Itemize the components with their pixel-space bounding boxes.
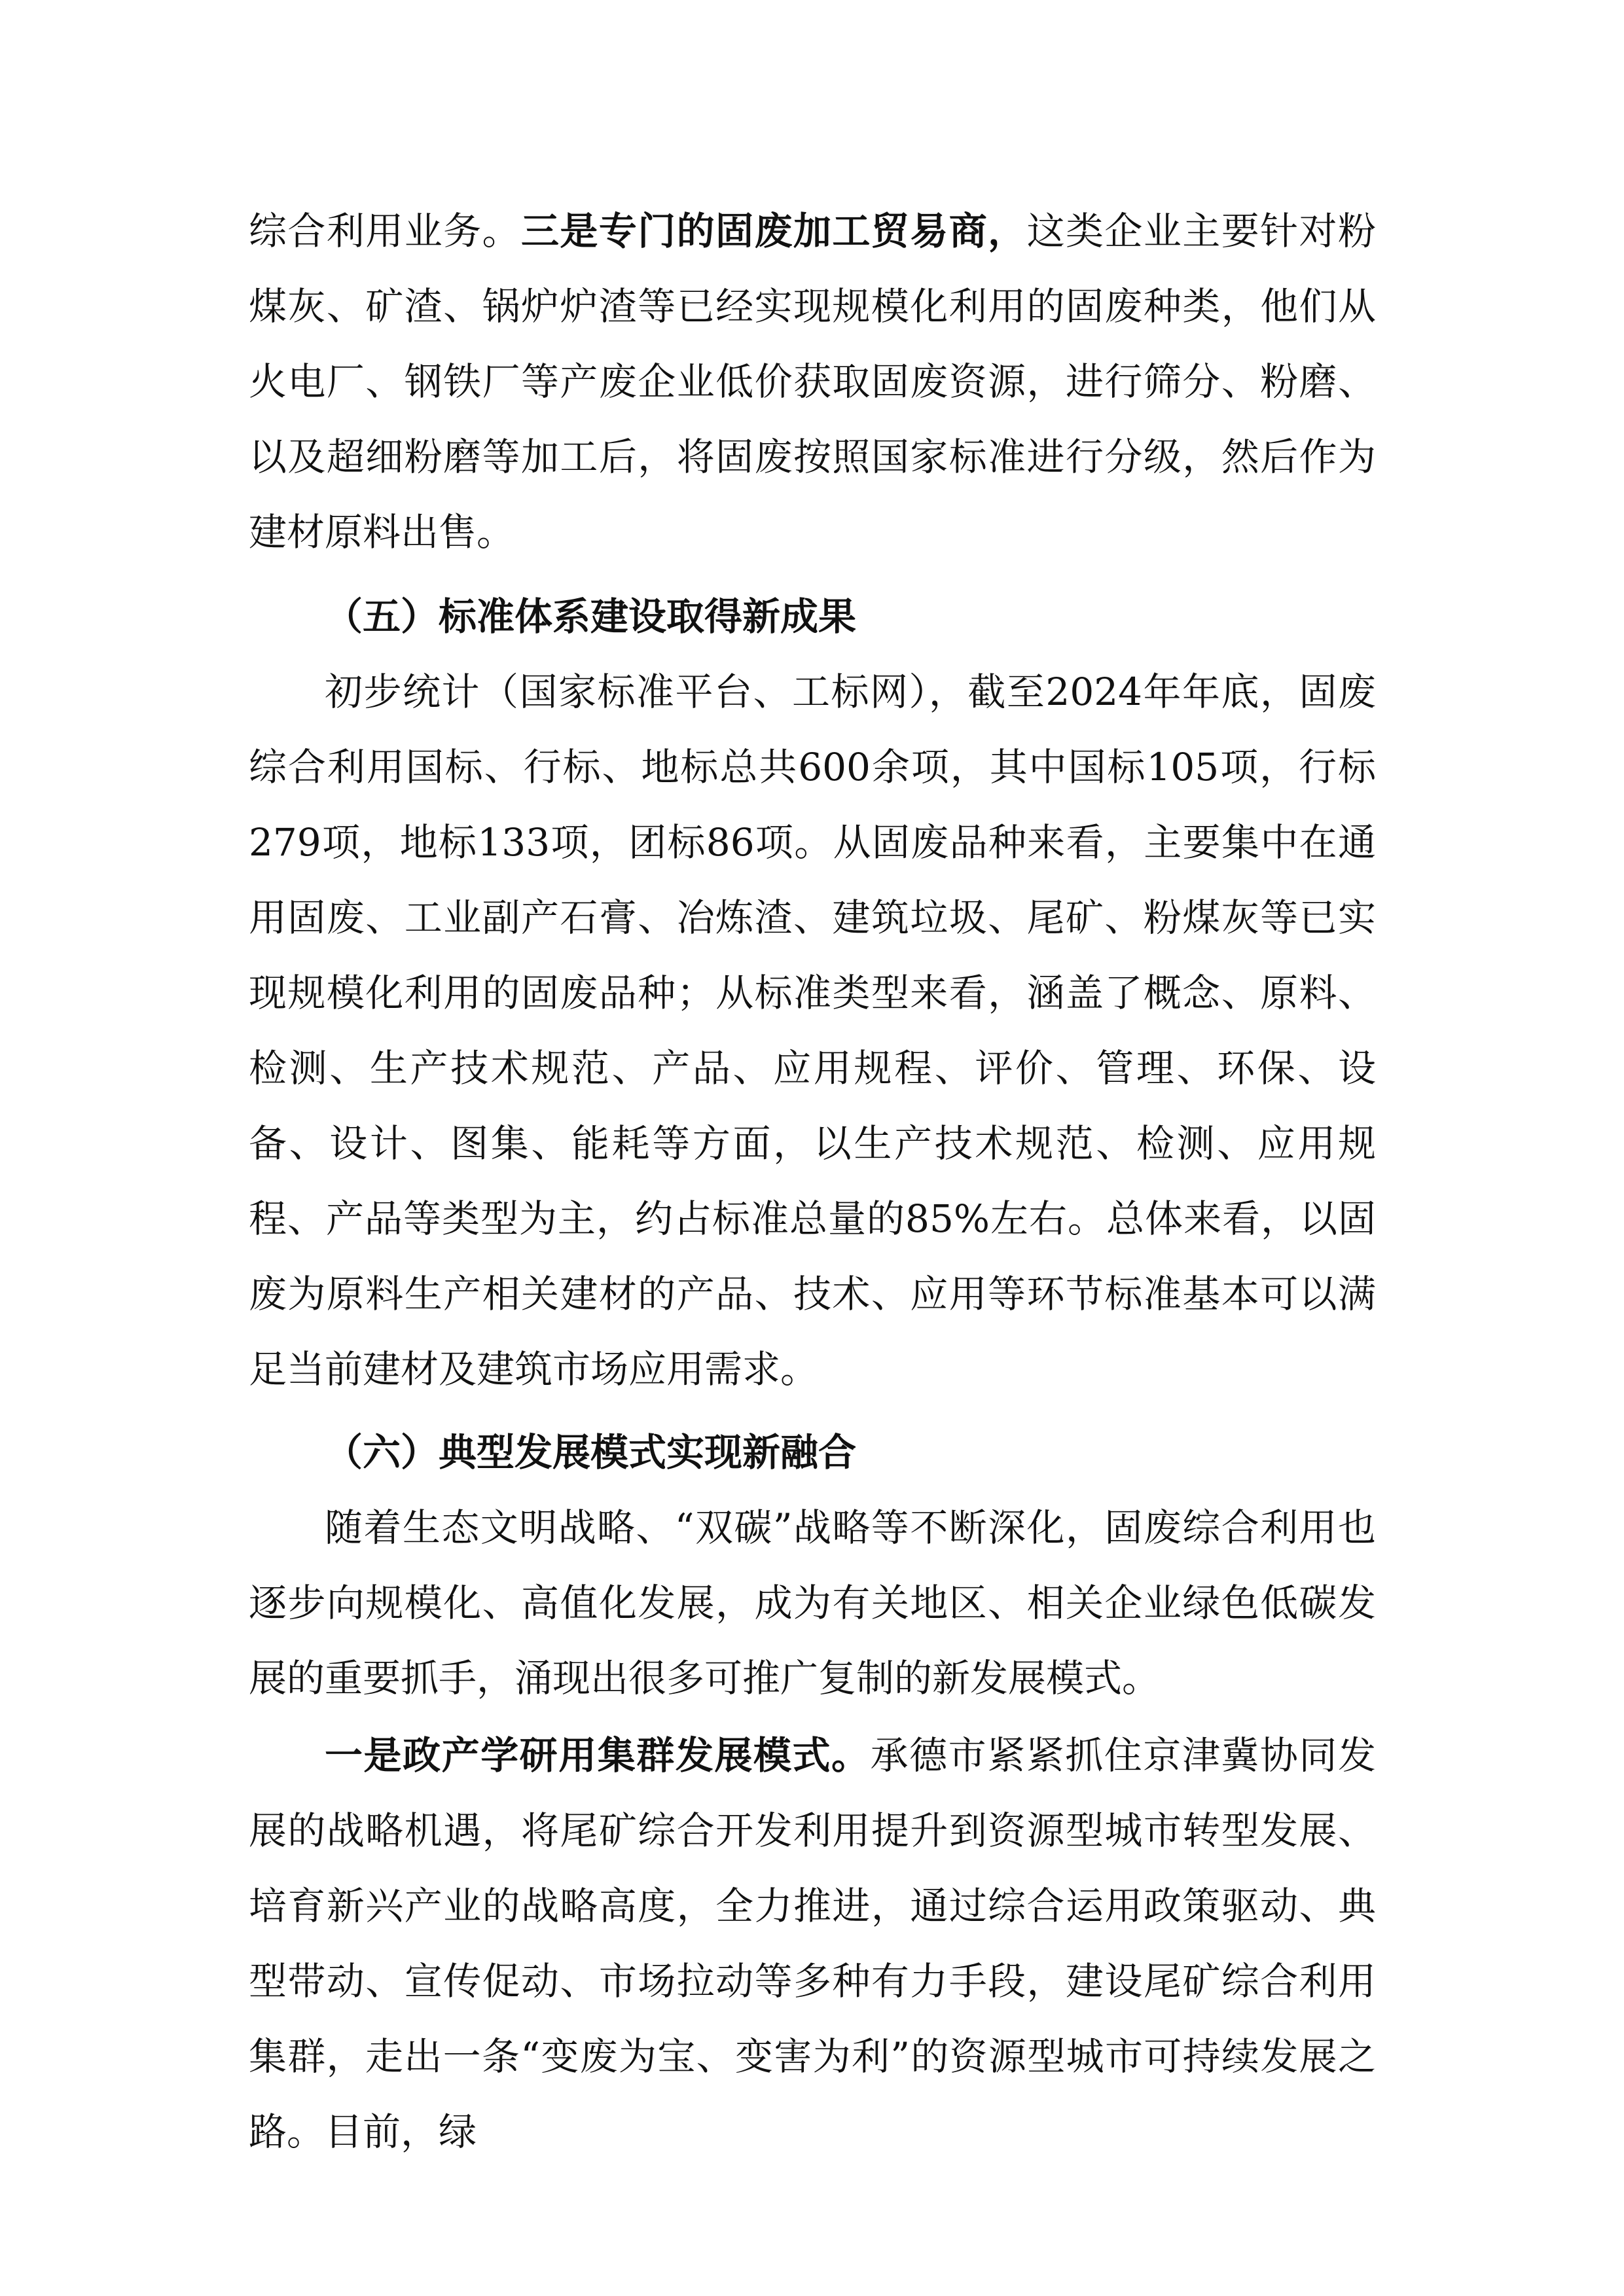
paragraph-text: 承德市紧紧抓住京津冀协同发展的战略机遇，将尾矿综合开发利用提升到资源型城市转型发展、培育新兴产业的战略高度，全力推进，通过综合运用政策驱动、典型带动、宣传促动、市场拉动等多种有力手段，建设尾矿综合利用集群，走出一条“变废为宝、变害为利”的资源型城市可持续发展之路。目前，绿 (249, 1733, 1376, 2154)
paragraph-cluster-model (249, 1718, 1376, 2170)
bold-lead-phrase: 一是政产学研用集群发展模式。 (325, 1733, 871, 1778)
paragraph-solid-waste-traders (249, 194, 1376, 570)
paragraph-standards-statistics: 初步统计（国家标准平台、工标网），截至2024年年底，固废综合利用国标、行标、地标总共600余项，其中国标105项，行标279项，地标133项，团标86项。从固废品种来看，主要集中在通用固废、工业副产石膏、冶炼渣、建筑垃圾、尾矿、粉煤灰等已实现规模化利用的固废品种；从标准类型来看，涵盖了概念、原料、检测、生产技术规范、产品、应用规程、评价、管理、环保、设备、设计、图集、能耗等方面，以生产技术规范、检测、应用规程、产品等类型为主，约占标准总量的85%左右。总体来看，以固废为原料生产相关建材的产品、技术、应用等环节标准基本可以满足当前建材及建筑市场应用需求。 (249, 670, 1376, 1391)
section-heading-5: （五）标准体系建设取得新成果 (325, 594, 857, 639)
bold-lead-phrase: 三是专门的固废加工贸易商， (521, 209, 1027, 253)
paragraph-text: 这类企业主要针对粉煤灰、矿渣、锅炉炉渣等已经实现规模化利用的固废种类，他们从火电厂、钢铁厂等产废企业低价获取固废资源，进行筛分、粉磨、以及超细粉磨等加工后，将固废按照国家标准进行分级，然后作为建材原料出售。 (249, 209, 1376, 554)
paragraph-text: 综合利用业务。 (249, 209, 521, 253)
section-heading-6: （六）典型发展模式实现新融合 (325, 1430, 857, 1475)
paragraph-development-models-intro: 随着生态文明战略、“双碳”战略等不断深化，固废综合利用也逐步向规模化、高值化发展，成为有关地区、相关企业绿色低碳发展的重要抓手，涌现出很多可推广复制的新发展模式。 (249, 1505, 1376, 1700)
